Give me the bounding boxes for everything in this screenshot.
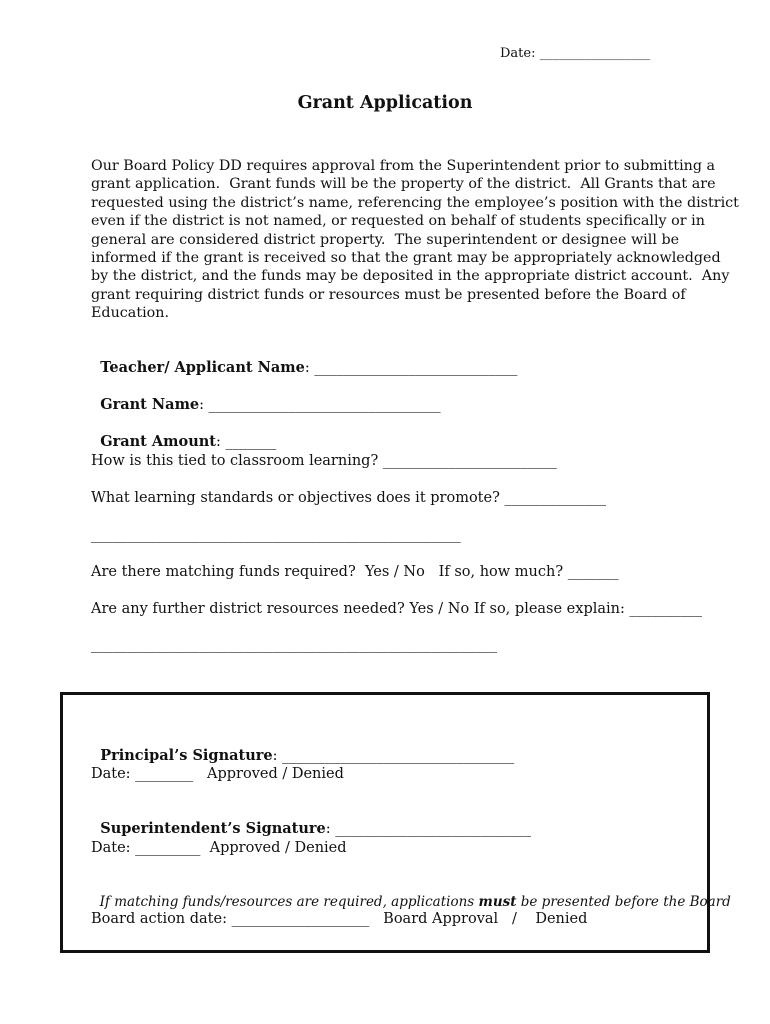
applicant-name-blank[interactable]: : ____________________________	[304, 360, 518, 376]
superintendent-signature-label: Superintendent’s Signature	[100, 820, 326, 837]
classroom-learning-question[interactable]: How is this tied to classroom learning? ________________________	[91, 453, 557, 469]
superintendent-signature-blank[interactable]: : ___________________________	[325, 821, 532, 837]
grant-name-field[interactable]	[91, 378, 441, 414]
grant-name-label: Grant Name	[100, 396, 200, 413]
board-note-text-end: be presented before the Board	[516, 894, 731, 910]
policy-paragraph	[91, 157, 739, 323]
resources-answer-line[interactable]: ________________________________________________________	[91, 637, 497, 653]
board-note	[91, 875, 731, 911]
district-resources-question[interactable]: Are any further district resources needed? Yes / No If so, please explain: __________	[91, 601, 702, 617]
date-header: Date: _________________	[500, 46, 651, 61]
board-note-emphasis: must	[478, 894, 517, 910]
grant-name-blank[interactable]: : ________________________________	[199, 397, 441, 413]
paragraph-line: general are considered district property. The superintendent or designee will be	[91, 231, 680, 248]
paragraph-line: even if the district is not named, or requested on behalf of students specifically or in	[91, 213, 705, 230]
superintendent-signature-field[interactable]	[91, 802, 531, 838]
superintendent-date-line[interactable]: Date: _________ Approved / Denied	[91, 840, 347, 856]
principal-signature-label: Principal’s Signature	[100, 747, 273, 764]
matching-funds-question[interactable]: Are there matching funds required? Yes / No If so, how much? _______	[91, 564, 619, 580]
principal-signature-field[interactable]	[91, 729, 514, 765]
applicant-name-field[interactable]	[91, 341, 517, 377]
paragraph-line: Our Board Policy DD requires approval from the Superintendent prior to submitting a	[91, 158, 716, 174]
standards-answer-line[interactable]: ___________________________________________________	[91, 527, 461, 543]
grant-amount-blank[interactable]: : _______	[215, 434, 277, 450]
paragraph-line: grant requiring district funds or resources must be presented before the Board of	[91, 286, 686, 303]
grant-amount-field[interactable]	[91, 415, 276, 451]
paragraph-line: requested using the district’s name, referencing the employee’s position with the district	[91, 194, 739, 211]
paragraph-line: by the district, and the funds may be deposited in the appropriate district account. Any	[91, 268, 730, 285]
standards-question[interactable]: What learning standards or objectives does it promote? ______________	[91, 490, 606, 506]
principal-date-line[interactable]: Date: ________ Approved / Denied	[91, 766, 344, 782]
applicant-name-label: Teacher/ Applicant Name	[100, 359, 305, 376]
paragraph-line: informed if the grant is received so that the grant may be appropriately acknowledged	[91, 250, 721, 267]
paragraph-line: grant application. Grant funds will be the property of the district. All Grants that are	[91, 176, 716, 193]
paragraph-line: Education.	[91, 305, 170, 322]
page-title: Grant Application	[297, 93, 473, 113]
board-note-text: If matching funds/resources are required, applications	[99, 894, 479, 910]
grant-amount-label: Grant Amount	[100, 433, 216, 450]
principal-signature-blank[interactable]: : ________________________________	[272, 748, 515, 764]
board-action-line[interactable]: Board action date: ___________________ Board Approval / Denied	[91, 911, 588, 927]
